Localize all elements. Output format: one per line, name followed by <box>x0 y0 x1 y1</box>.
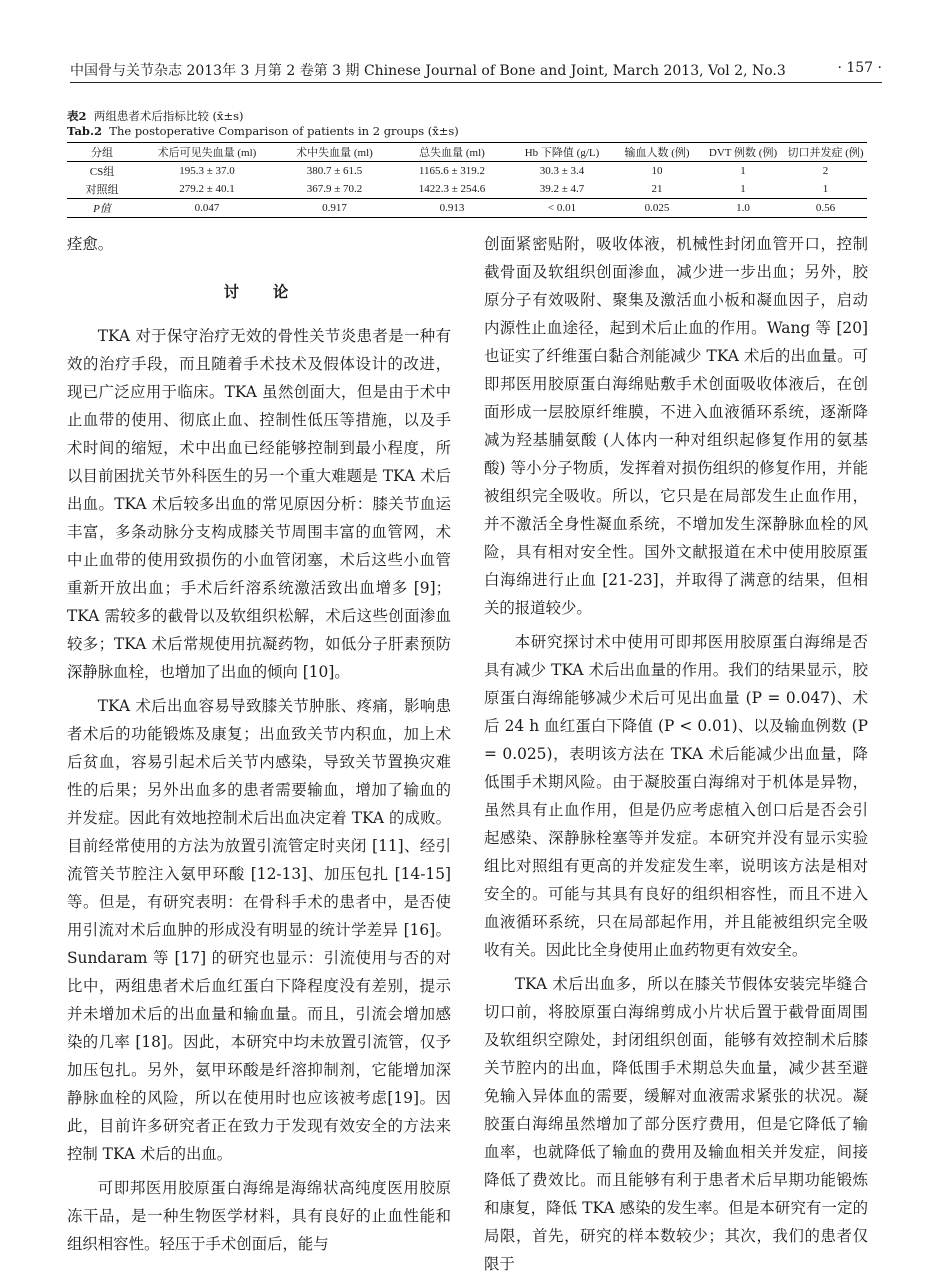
column-header: 分组 <box>91 147 113 159</box>
table-cell: 1 <box>740 165 746 177</box>
table-cell: 2 <box>822 165 829 177</box>
table-label-en: Tab.2 <box>67 124 102 138</box>
paragraph: TKA 术后出血容易导致膝关节肿胀、疼痛，影响患者术后的功能锻炼及康复；出血致关节内积血，加上术后贫血，容易引起术后关节内感染，导致关节置换灾难性的后果；另外出血多的患者需要输血，增加了输血的并发症。因此有效地控制术后出血决定着 TKA 的成败。目前经常使用的方法为放置引流管定时夹闭 [11]、经引流管关节腔注入氨甲环酸 [12-13]、加压包扎 [14-15] 等。但是，有研究表明：在骨科手术的患者中，是否使用引流对术后血肿的形成没有明显的统计学差异 [16]。Sundaram 等 [17] 的研究也显示：引流使用与否的对比中，两组患者术后血红蛋白下降程度没有差别，提示并未增加术后的出血量和输血量。而且，引流会增加感染的几率 [18]。因此，本研究中均未放置引流管，仅予加压包扎。另外，氨甲环酸是纤溶抑制剂，它能增加深静脉血栓的风险，所以在使用时也应该被考虑[19]。因此，目前许多研究者正在致力于发现有效安全的方法来控制 TKA 术后的出血。 <box>67 697 451 1163</box>
table-caption-en <box>67 124 459 138</box>
table-cell: 380.7 ± 61.5 <box>306 165 363 177</box>
table-cell: 195.3 ± 37.0 <box>179 165 235 177</box>
column-header: 输血人数 (例) <box>624 147 690 159</box>
left-column <box>67 230 451 1258</box>
page-number: · 157 · <box>837 60 882 76</box>
results-table <box>67 142 867 218</box>
table-cell: < 0.01 <box>547 202 577 214</box>
continued-text: 痊愈。 <box>67 235 114 253</box>
journal-info: 中国骨与关节杂志 2013年 3 月第 2 卷第 3 期 Chinese Journal of Bone and Joint, March 2013, Vol 2, No.3 <box>70 63 786 79</box>
table-cell: 21 <box>651 183 663 195</box>
table-cell: 279.2 ± 40.1 <box>179 183 235 195</box>
column-header: 术后可见失血量 (ml) <box>157 147 257 159</box>
table-cell: CS组 <box>89 166 115 178</box>
table-cell: 0.913 <box>439 202 465 214</box>
column-header: 切口并发症 (例) <box>787 147 864 159</box>
table-cell: 0.917 <box>322 202 347 214</box>
table-cell: 1.0 <box>736 202 750 214</box>
table-cell: 30.3 ± 3.4 <box>539 165 585 177</box>
table-cell: 1 <box>740 183 746 195</box>
table-label-cn: 表2 <box>67 109 87 123</box>
table-cell: P值 <box>93 203 111 215</box>
table-header-row <box>67 143 867 162</box>
paragraph: TKA 对于保守治疗无效的骨性关节炎患者是一种有效的治疗手段，而且随着手术技术及假体设计的改进，现已广泛应用于临床。TKA 虽然创面大，但是由于术中止血带的使用、彻底止血、控制性低压等措施，以及手术时间的缩短，术中出血已经能够控制到最小程度，所以目前困扰关节外科医生的另一个重大难题是 TKA 术后出血。TKA 术后较多出血的常见原因分析：膝关节血运丰富，多条动脉分支构成膝关节周围丰富的血管网，术中止血带的使用致损伤的小血管闭塞，术后这些小血管重新开放出血；手术后纤溶系统激活致出血增多 [9]；TKA 需较多的截骨以及软组织松解，术后这些创面渗血较多；TKA 术后常规使用抗凝药物，如低分子肝素预防深静脉血栓，也增加了出血的倾向 [10]。 <box>67 327 451 681</box>
table-title-en: The postoperative Comparison of patients in 2 groups (x̄±s) <box>109 124 459 138</box>
table-cell: 对照组 <box>85 184 119 196</box>
column-header: 术中失血量 (ml) <box>296 147 373 159</box>
paragraph: 可即邦医用胶原蛋白海绵是海绵状高纯度医用胶原冻干品，是一种生物医学材料，具有良好的止血性能和组织相容性。轻压于手术创面后，能与 <box>67 1179 451 1253</box>
table-row <box>67 162 867 181</box>
table-row <box>67 199 867 218</box>
table-cell: 0.56 <box>815 202 836 214</box>
column-header: Hb 下降值 (g/L) <box>524 147 600 159</box>
table-title-cn: 两组患者术后指标比较 (x̄±s) <box>93 109 244 123</box>
table-row <box>67 180 867 199</box>
table-cell: 0.047 <box>194 202 220 214</box>
table-cell: 367.9 ± 70.2 <box>306 183 363 195</box>
right-column <box>484 230 868 1278</box>
column-header: 总失血量 (ml) <box>419 147 485 159</box>
table-cell: 0.025 <box>644 202 670 214</box>
column-header: DVT 例数 (例) <box>708 147 778 159</box>
section-heading: 讨论 <box>223 283 323 301</box>
table-cell: 10 <box>651 165 663 177</box>
paragraph: 本研究探讨术中使用可即邦医用胶原蛋白海绵是否具有减少 TKA 术后出血量的作用。我们的结果显示，胶原蛋白海绵能够减少术后可见出血量 (P = 0.047)、术后 24 h 血红蛋白下降值 (P < 0.01)、以及输血例数 (P = 0.025)，表明该方法在 TKA 术后能减少出血量，降低围手术期风险。由于凝胶蛋白海绵对于机体是异物，虽然具有止血作用，但是仍应考虑植入创口后是否会引起感染、深静脉栓塞等并发症。本研究并没有显示实验组比对照组有更高的并发症发生率，说明该方法是相对安全的。可能与其具有良好的组织相容性，而且不进入血液循环系统，只在局部起作用，并且能被组织完全吸收有关。因此比全身使用止血药物更有效安全。 <box>484 633 868 959</box>
paragraph: TKA 术后出血多，所以在膝关节假体安装完毕缝合切口前，将胶原蛋白海绵剪成小片状后置于截骨面周围及软组织空隙处，封闭组织创面，能够有效控制术后膝关节腔内的出血，降低围手术期总失血量，减少甚至避免输入异体血的需要，缓解对血液需求紧张的状况。凝胶蛋白海绵虽然增加了部分医疗费用，但是它降低了输血率，也就降低了输血的费用及输血相关并发症，间接降低了费效比。而且能够有利于患者术后早期功能锻炼和康复，降低 TKA 感染的发生率。但是本研究有一定的局限，首先，研究的样本数较少；其次，我们的患者仅限于 <box>484 975 868 1273</box>
table-cell: 1 <box>822 183 829 195</box>
table-cell: 39.2 ± 4.7 <box>539 183 585 195</box>
running-header <box>70 58 882 83</box>
table-caption-cn <box>67 108 243 124</box>
table-cell: 1422.3 ± 254.6 <box>418 183 486 195</box>
paragraph: 创面紧密贴附，吸收体液，机械性封闭血管开口，控制截骨面及软组织创面渗血，减少进一步出血；另外，胶原分子有效吸附、聚集及激活血小板和凝血因子，启动内源性止血途径，起到术后止血的作用。Wang 等 [20] 也证实了纤维蛋白黏合剂能减少 TKA 术后的出血量。可即邦医用胶原蛋白海绵贴敷手术创面吸收体液后，在创面形成一层胶原纤维膜，不进入血液循环系统，逐渐降减为羟基脯氨酸 (人体内一种对组织起修复作用的氨基酸) 等小分子物质，发挥着对损伤组织的修复作用，并能被组织完全吸收。所以，它只是在局部发生止血作用，并不激活全身性凝血系统，不增加发生深静脉血栓的风险，具有相对安全性。国外文献报道在术中使用胶原蛋白海绵进行止血 [21-23]，并取得了满意的结果，但相关的报道较少。 <box>484 235 868 617</box>
table-cell: 1165.6 ± 319.2 <box>418 165 486 177</box>
